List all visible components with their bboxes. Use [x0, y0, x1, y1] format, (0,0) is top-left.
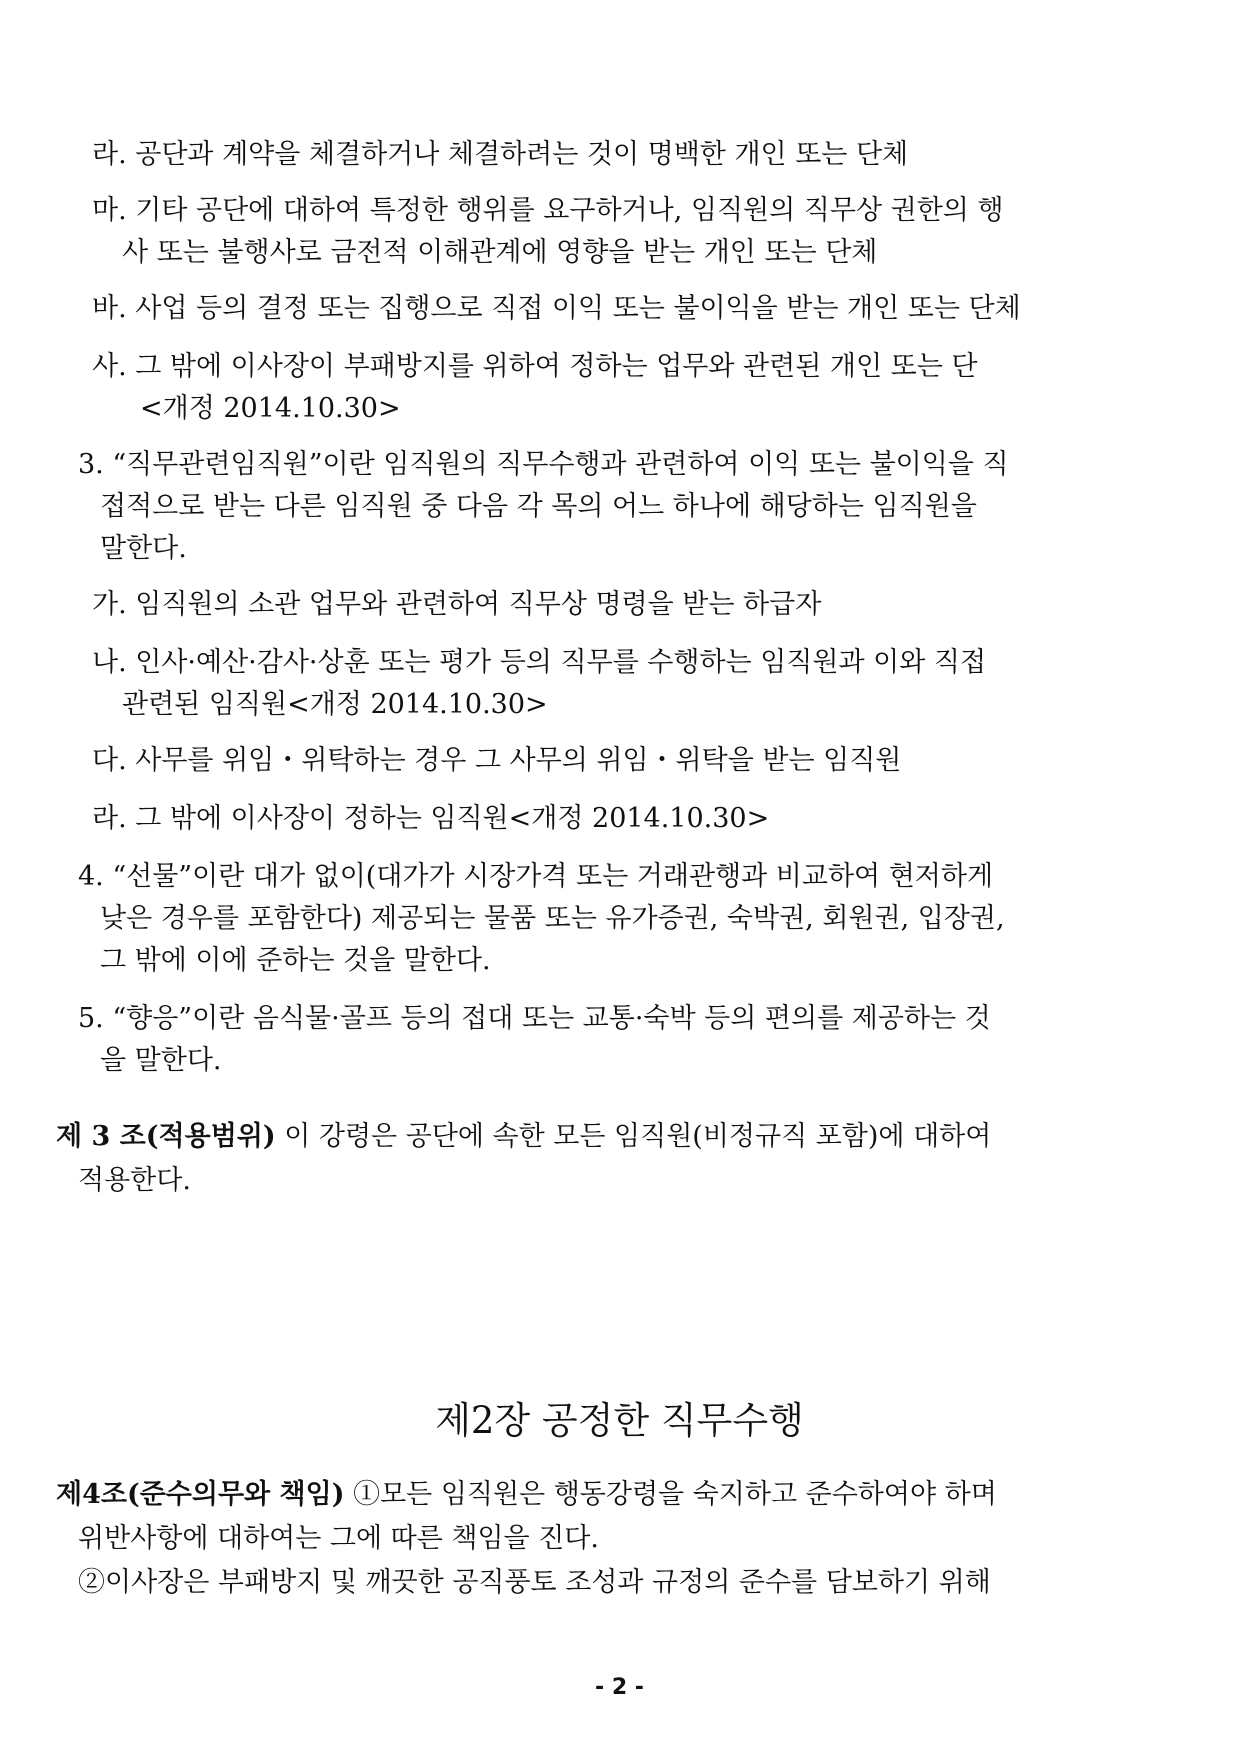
- item3-na-line1: 나. 인사·예산·감사·상훈 또는 평가 등의 직무를 수행하는 임직원과 이와 직접: [92, 647, 987, 678]
- item3-na-line2: 관련된 임직원<개정 2014.10.30>: [122, 689, 548, 720]
- article3-heading: 제 3 조(적용범위): [56, 1121, 276, 1152]
- article4-line3: ②이사장은 부패방지 및 깨끗한 공직풍토 조성과 규정의 준수를 담보하기 위해: [78, 1567, 991, 1598]
- item3-line3: 말한다.: [100, 533, 187, 564]
- item2-sa-line2: <개정 2014.10.30>: [140, 393, 401, 424]
- article3-line2: 적용한다.: [78, 1165, 191, 1196]
- item4-line2: 낮은 경우를 포함한다) 제공되는 물품 또는 유가증권, 숙박권, 회원권, 입장권,: [100, 903, 1005, 934]
- article3-text1: 이 강령은 공단에 속한 모든 임직원(비정규직 포함)에 대하여: [275, 1121, 992, 1152]
- item5-line1: 5. “향응”이란 음식물·골프 등의 접대 또는 교통·숙박 등의 편의를 제공하는 것: [78, 1003, 991, 1034]
- item3-line2: 접적으로 받는 다른 임직원 중 다음 각 목의 어느 하나에 해당하는 임직원을: [100, 491, 977, 522]
- item3-line1: 3. “직무관련임직원”이란 임직원의 직무수행과 관련하여 이익 또는 불이익을 직: [78, 449, 1009, 480]
- item2-ra: 라. 공단과 계약을 체결하거나 체결하려는 것이 명백한 개인 또는 단체: [92, 139, 909, 170]
- item4-line3: 그 밖에 이에 준하는 것을 말한다.: [100, 945, 491, 976]
- item3-ra: 라. 그 밖에 이사장이 정하는 임직원<개정 2014.10.30>: [92, 803, 770, 834]
- article4-heading: 제4조(준수의무와 책임): [56, 1479, 345, 1510]
- item3-ga: 가. 임직원의 소관 업무와 관련하여 직무상 명령을 받는 하급자: [92, 589, 822, 620]
- page-number: - 2 -: [595, 1675, 644, 1700]
- item2-ma-line1: 마. 기타 공단에 대하여 특정한 행위를 요구하거나, 임직원의 직무상 권한의 행: [92, 195, 1004, 226]
- chapter2-title: 제2장 공정한 직무수행: [435, 1399, 804, 1442]
- item3-da: 다. 사무를 위임・위탁하는 경우 그 사무의 위임・위탁을 받는 임직원: [92, 745, 902, 776]
- item5-line2: 을 말한다.: [100, 1045, 222, 1076]
- item2-sa-line1: 사. 그 밖에 이사장이 부패방지를 위하여 정하는 업무와 관련된 개인 또는 단: [92, 351, 978, 382]
- article3-line1: [56, 1120, 991, 1154]
- item2-ba: 바. 사업 등의 결정 또는 집행으로 직접 이익 또는 불이익을 받는 개인 또는 단체: [92, 293, 1021, 324]
- article4-text1: ①모든 임직원은 행동강령을 숙지하고 준수하여야 하며: [344, 1479, 997, 1510]
- article4-line2: 위반사항에 대하여는 그에 따른 책임을 진다.: [78, 1523, 599, 1554]
- item4-line1: 4. “선물”이란 대가 없이(대가가 시장가격 또는 거래관행과 비교하여 현저하게: [78, 861, 994, 892]
- item2-ma-line2: 사 또는 불행사로 금전적 이해관계에 영향을 받는 개인 또는 단체: [122, 237, 878, 268]
- article4-line1: [56, 1478, 997, 1512]
